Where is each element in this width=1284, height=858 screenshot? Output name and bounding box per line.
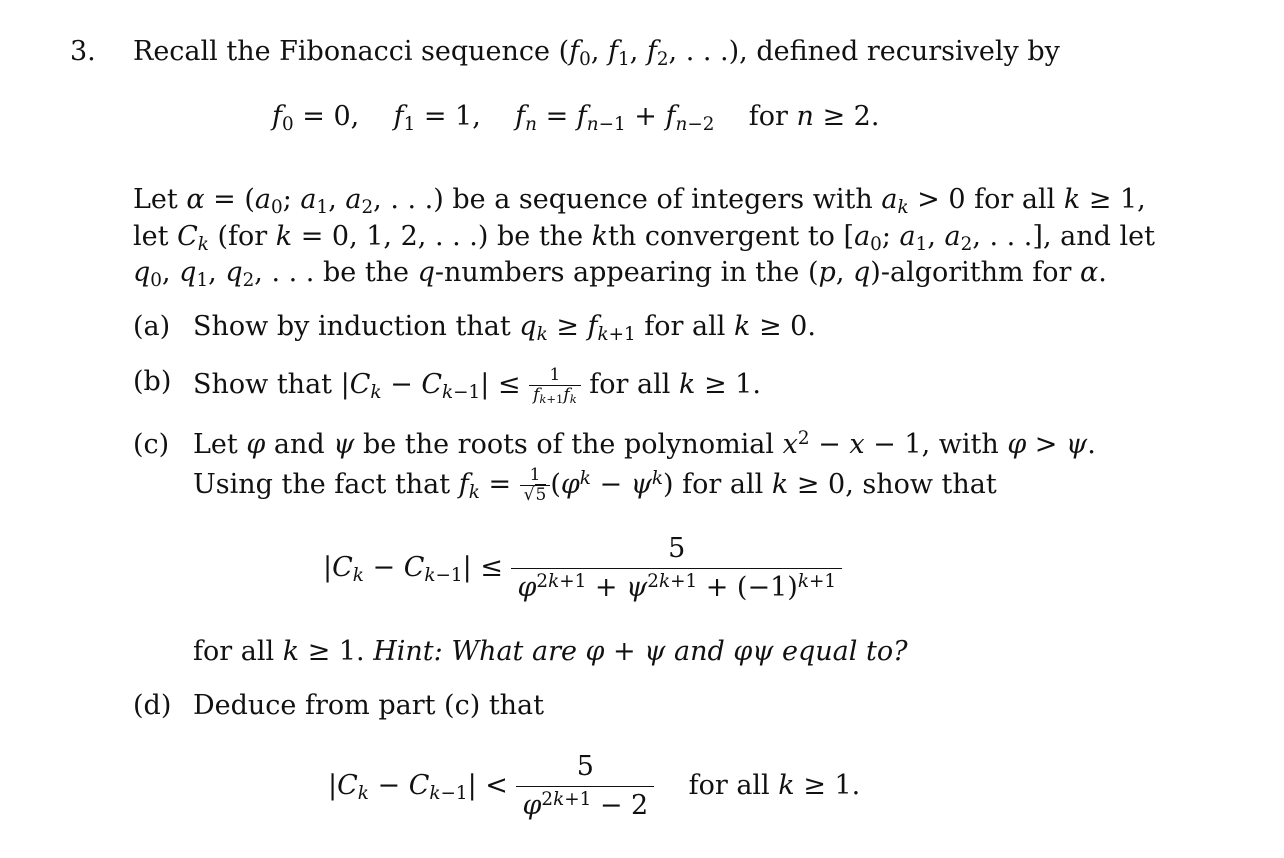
part-c-line-3: for all k ≥ 1. Hint: What are φ + ψ and φψ equal to?	[193, 636, 908, 667]
para-text: , and let	[1042, 221, 1155, 252]
part-text: and	[273, 429, 325, 460]
para-text: for all	[974, 184, 1056, 215]
intro-end: defined recursively by	[756, 36, 1060, 67]
intro-line: Recall the Fibonacci sequence ($f_0$, $f_1$, $f_2$, . . .), defined recursively by	[133, 36, 1060, 71]
part-d-text: Deduce from part (c) that	[193, 690, 544, 721]
part-b-text: Show that $|C_k - C_{k-1}|$ ≤ $\frac{1}{f_{k+1}f_k}$ for all k ≥ 1.	[193, 365, 761, 407]
para-text: (for	[217, 221, 268, 252]
part-text: for all	[193, 636, 275, 667]
part-b-label: (b)	[133, 366, 172, 397]
part-text: for all	[644, 311, 726, 342]
problem-number: 3.	[70, 36, 96, 67]
inequality-c: $|C_k - C_{k-1}|$ ≤ $\frac{5}{\varphi^{2k+1} + \psi^{2k+1} + (-1)^{k+1}}$	[323, 532, 842, 605]
fraction: $\frac{5}{\varphi^{2k+1} + \psi^{2k+1} + (-1)^{k+1}}$	[511, 532, 842, 605]
para-text: let	[133, 221, 169, 252]
inequality-d: $|C_k - C_{k-1}|$ < $\frac{5}{\varphi^{2k+1} - 2}$ for all k ≥ 1.	[328, 751, 861, 821]
part-c-line-1: Let φ and ψ be the roots of the polynomial $x^2 - x - 1$, with φ > ψ.	[193, 427, 1096, 460]
part-a-text: Show by induction that $q_k \ge f_{k+1}$ for all k ≥ 0.	[193, 311, 816, 346]
part-text: Let	[193, 429, 238, 460]
para-line-2: let $C_k$ (for k = 0, 1, 2, . . .) be the kth convergent to [$a_0$; $a_1$, $a_2$, . . .], and let	[133, 221, 1155, 256]
part-text: Using the fact that	[193, 469, 451, 500]
recursion-display: $f_0 = 0$, $f_1 = 1$, $f_n = f_{n-1} + f_{n-2}$ for n ≥ 2.	[272, 101, 880, 136]
part-text: for all	[682, 469, 764, 500]
part-c-label: (c)	[133, 429, 170, 460]
para-text: -algorithm for	[880, 257, 1072, 288]
part-text: for all	[589, 369, 671, 400]
part-a-label: (a)	[133, 311, 171, 342]
para-line-1: Let $\alpha = (a_0$; $a_1$, $a_2$, . . .) be a sequence of integers with $a_k > 0$ for all k ≥ 1,	[133, 184, 1146, 219]
intro-text: Recall the Fibonacci sequence	[133, 36, 551, 67]
para-text: be the	[322, 257, 410, 288]
part-text: Show that	[193, 369, 333, 400]
para-text: be the	[496, 221, 584, 252]
para-line-3: $q_0$, $q_1$, $q_2$, . . . be the q-numbers appearing in the (p, q)-algorithm for α.	[133, 257, 1107, 292]
para-text: Let	[133, 184, 178, 215]
part-text: , show that	[845, 469, 997, 500]
para-text: -numbers appearing in the	[434, 257, 800, 288]
fraction: $\frac{1}{f_{k+1}f_k}$	[529, 366, 581, 405]
part-d-label: (d)	[133, 690, 172, 721]
para-text: be a sequence of integers with	[452, 184, 873, 215]
para-text: th convergent to	[608, 221, 835, 252]
part-text: be the roots of the polynomial	[363, 429, 775, 460]
part-c-line-2: Using the fact that $f_k$ = $\frac{1}{√5}$ $(\varphi^k - \psi^k)$ for all k ≥ 0, show that	[193, 465, 997, 505]
part-text: for all	[688, 770, 770, 801]
fraction: $\frac{5}{\varphi^{2k+1} - 2}$	[516, 750, 654, 823]
fraction: $\frac{1}{√5}$	[520, 466, 551, 505]
hint-text: Hint: What are φ + ψ and φψ equal to?	[373, 636, 908, 667]
part-text: Show by induction that	[193, 311, 511, 342]
part-text: , with	[921, 429, 999, 460]
